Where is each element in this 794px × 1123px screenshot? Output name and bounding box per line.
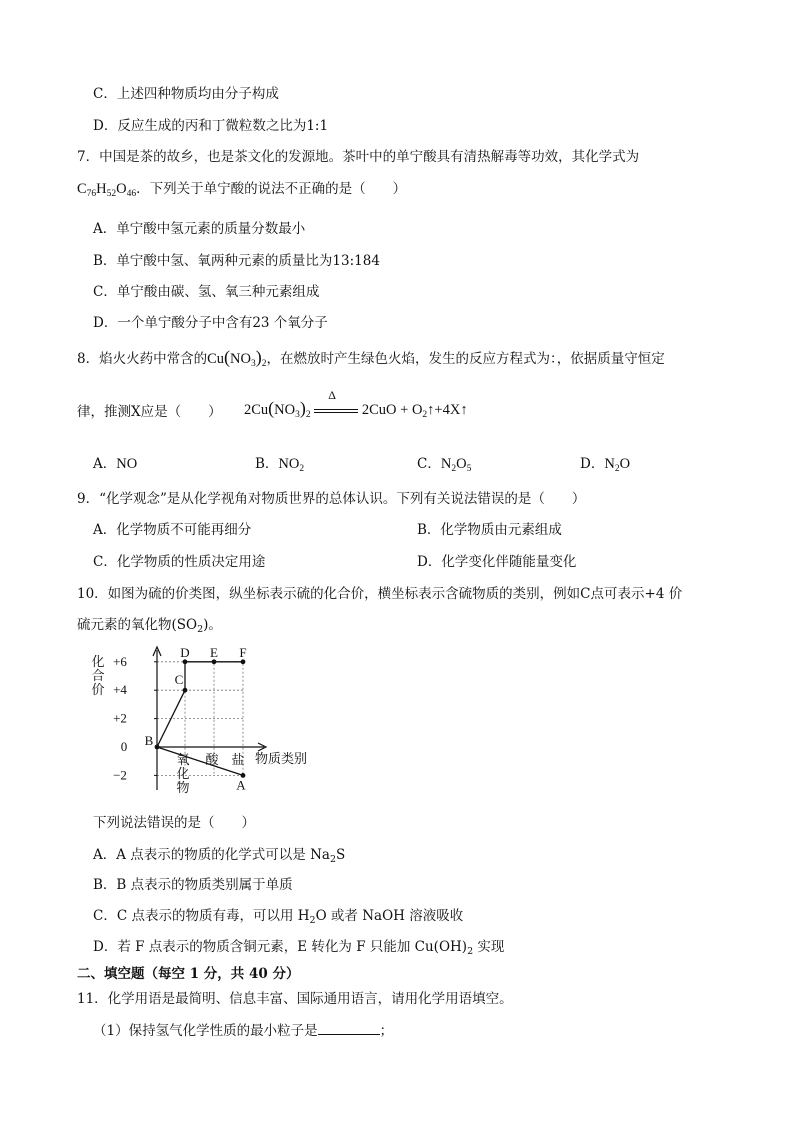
q6-option-d: D．反应生成的丙和丁微粒数之比为1:1 [93, 118, 329, 134]
q7-option-b: B．单宁酸中氢、氧两种元素的质量比为13:184 [93, 253, 380, 269]
q10-option-d: D．若 F 点表示的物质含铜元素，E 转化为 F 只能加 $Cu(OH)_2$ 实现 [93, 939, 505, 957]
q8-equation: $2Cu(NO_3)_2$ Δ $2CuO + O_2↑+4X↑$ [244, 387, 468, 420]
q9-option-c: C．化学物质的性质决定用途 [93, 554, 266, 570]
q8-option-c: C．$N_2O_5$ [417, 456, 472, 474]
q8-formula-cuno3: $Cu(NO_3)_2$ [207, 347, 267, 369]
q10-stem-line2: 硫元素的氧化物$(SO_2)$。 [77, 617, 222, 635]
x-axis-label: 物质类别 [254, 751, 308, 766]
y-axis-label-char: 合 [91, 668, 105, 683]
q7-stem: 7．中国是茶的故乡，也是茶文化的发源地。茶叶中的单宁酸具有清热解毒等功效，其化学式为 [77, 149, 640, 165]
q9-option-d: D．化学变化伴随能量变化 [417, 554, 577, 570]
y-tick-label: +2 [113, 710, 127, 726]
y-tick-label: +6 [113, 653, 127, 669]
heat-delta-symbol: Δ [328, 387, 336, 402]
y-tick-label: +4 [113, 682, 127, 698]
q7-stem-end: ．下列关于单宁酸的说法不正确的是（ ） [136, 181, 407, 197]
point-label-B: B [144, 733, 154, 748]
point-label-A: A [236, 777, 246, 793]
q8-stem-line2: 律，推测X应是（ ） [77, 404, 222, 420]
q8-option-a: A．NO [93, 456, 138, 472]
q7-option-a: A．单宁酸中氢元素的质量分数最小 [93, 221, 306, 237]
point-label-F: F [239, 644, 247, 660]
point-C [183, 688, 188, 693]
q9-option-b: B．化学物质由元素组成 [417, 522, 562, 538]
x-category-label: 物 [176, 780, 190, 795]
series-line-BA [157, 747, 243, 775]
y-axis-label-char: 价 [91, 682, 105, 697]
q10-option-a: A．A 点表示的物质的化学式可以是 $Na_2S$ [93, 847, 346, 865]
point-D [183, 659, 188, 664]
q8-reaction-arrow [314, 387, 358, 418]
x-category-label: 化 [176, 766, 190, 781]
answer-blank[interactable] [318, 1022, 380, 1035]
section-2-heading: 二、填空题（每空 1 分，共 40 分） [77, 966, 300, 982]
q10-option-c: C．C 点表示的物质有毒，可以用 $H_2O$ 或者 NaOH 溶液吸收 [93, 908, 464, 926]
q7-formula-line [77, 177, 406, 199]
q10-question: 下列说法错误的是（ ） [93, 815, 255, 831]
q7-option-c: C．单宁酸由碳、氢、氧三种元素组成 [93, 284, 320, 300]
q7-formula: $C_{76}H_{52}O_{46}$ [77, 181, 137, 199]
y-tick-label: −2 [113, 767, 127, 783]
q8-option-b: B．$NO_2$ [255, 456, 305, 474]
point-label-C: C [174, 672, 184, 688]
q10-option-b: B．B 点表示的物质类别属于单质 [93, 877, 293, 893]
q11-stem: 11．化学用语是最简明、信息丰富、国际通用语言，请用化学用语填空。 [77, 991, 513, 1007]
sulfur-valence-chart [88, 644, 328, 800]
point-B [155, 745, 160, 750]
point-E [212, 659, 217, 664]
y-axis-label-char: 化 [91, 654, 105, 669]
point-label-D: D [180, 644, 190, 660]
q6-option-c: C．上述四种物质均由分子构成 [93, 86, 279, 102]
x-category-label: 氧 [176, 752, 190, 767]
q11-sub1: （1）保持氢气化学性质的最小粒子是 ； [93, 1023, 394, 1039]
x-category-label: 酸 [205, 752, 219, 767]
point-label-E: E [210, 644, 218, 660]
q7-option-d: D．一个单宁酸分子中含有23 个氧分子 [93, 315, 328, 331]
q8-option-d: D．$N_2O$ [580, 456, 631, 474]
y-tick-label: 0 [120, 739, 128, 754]
q10-stem-line1: 10．如图为硫的价类图，纵坐标表示硫的化合价，横坐标表示含硫物质的类别，例如C点可表示+4 价 [77, 586, 683, 602]
q9-option-a: A．化学物质不可能再细分 [93, 522, 252, 538]
q9-stem: 9．“化学观念”是从化学视角对物质世界的总体认识。下列有关说法错误的是（ ） [77, 491, 586, 507]
q8-stem-line1: 8．焰火火药中常含的$Cu(NO_3)_2$，在燃放时产生绿色火焰，发生的反应方程式为：，依据质量守恒定 [77, 347, 665, 369]
point-F [241, 659, 246, 664]
x-category-label: 盐 [231, 752, 245, 767]
